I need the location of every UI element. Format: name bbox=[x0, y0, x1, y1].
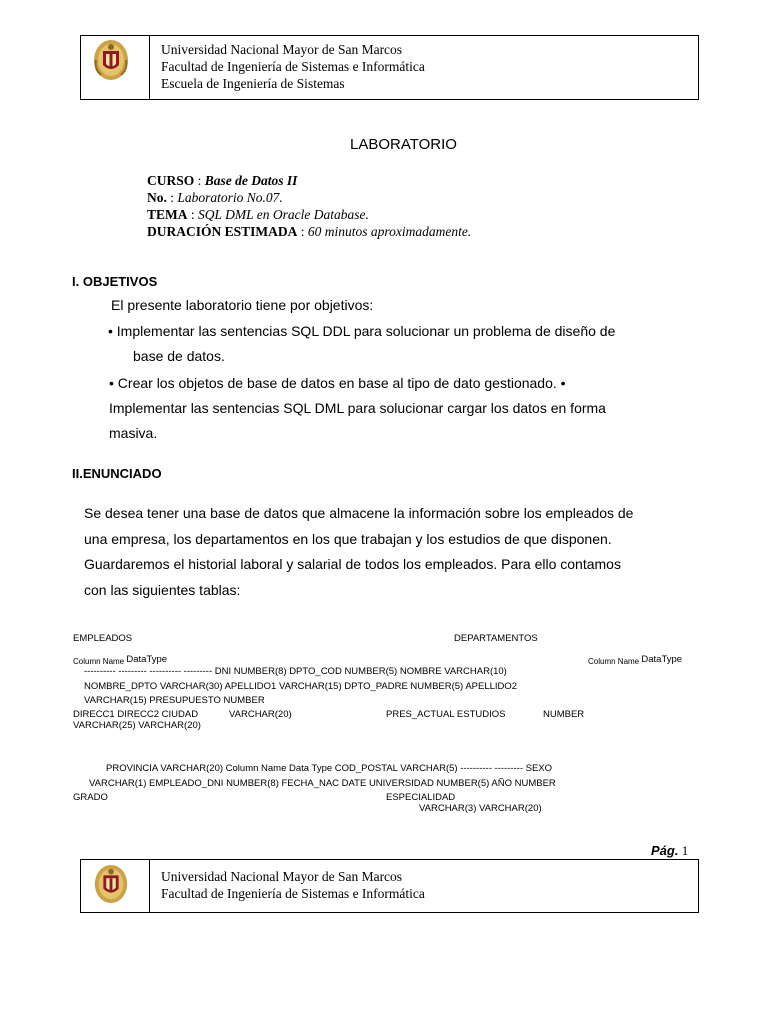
objetivo-2-line-3: masiva. bbox=[109, 425, 158, 441]
enunciado-line-1: Se desea tener una base de datos que almacene la información sobre los empleados de bbox=[84, 505, 634, 521]
departamentos-label: DEPARTAMENTOS bbox=[454, 633, 538, 644]
tema-line: TEMA : SQL DML en Oracle Database. bbox=[147, 207, 369, 222]
page-title: LABORATORIO bbox=[350, 136, 457, 153]
table-row-6: PROVINCIA VARCHAR(20) Column Name Data Type COD_POSTAL VARCHAR(5) ---------- --------- SEXO bbox=[106, 763, 553, 774]
no-value: Laboratorio No.07. bbox=[177, 190, 283, 205]
header-school: Escuela de Ingeniería de Sistemas bbox=[161, 76, 345, 91]
footer-faculty: Facultad de Ingeniería de Sistemas e Informática bbox=[161, 886, 425, 901]
table-row-4-b: VARCHAR(20) bbox=[229, 709, 292, 720]
objetivo-2-line-2: Implementar las sentencias SQL DML para solucionar cargar los datos en forma bbox=[109, 400, 606, 416]
footer-box bbox=[80, 859, 699, 913]
table-row-7: VARCHAR(1) EMPLEADO_DNI NUMBER(8) FECHA_NAC DATE UNIVERSIDAD NUMBER(5) AÑO NUMBER bbox=[89, 778, 556, 789]
table-row-8-a: GRADO bbox=[73, 792, 108, 803]
table-row-4-a: DIRECC1 DIRECC2 CIUDAD bbox=[73, 709, 199, 720]
course-meta bbox=[147, 172, 471, 240]
curso-line: CURSO : Base de Datos II bbox=[147, 173, 298, 188]
duracion-label: DURACIÓN ESTIMADA bbox=[147, 224, 298, 239]
page-value: 1 bbox=[681, 843, 689, 858]
footer-university: Universidad Nacional Mayor de San Marcos bbox=[161, 869, 403, 884]
datatype-left: DataType bbox=[126, 654, 168, 665]
table-row-2: NOMBRE_DPTO VARCHAR(30) APELLIDO1 VARCHAR(15) DPTO_PADRE NUMBER(5) APELLIDO2 bbox=[84, 681, 518, 692]
page-label: Pág. bbox=[651, 843, 679, 858]
footer-university-seal-icon bbox=[93, 864, 129, 904]
curso-label: CURSO bbox=[147, 173, 195, 188]
header-faculty: Facultad de Ingeniería de Sistemas e Informática bbox=[161, 59, 425, 74]
empleados-label: EMPLEADOS bbox=[73, 633, 133, 644]
header-university: Universidad Nacional Mayor de San Marcos bbox=[161, 42, 403, 57]
curso-value: Base de Datos II bbox=[204, 173, 298, 188]
table-row-1: ---------- --------- ---------- --------- DNI NUMBER(8) DPTO_COD NUMBER(5) NOMBRE VARCHAR(10) bbox=[84, 666, 507, 677]
header-box bbox=[80, 35, 699, 100]
enunciado-line-4: con las siguientes tablas: bbox=[84, 582, 241, 598]
colname-left: Column Name bbox=[73, 657, 125, 666]
no-line: No. : Laboratorio No.07. bbox=[147, 190, 283, 205]
objetivo-2-line-1: • Crear los objetos de base de datos en base al tipo de dato gestionado. • bbox=[109, 375, 566, 391]
duracion-value: 60 minutos aproximadamente. bbox=[307, 224, 472, 239]
colname-right: Column Name bbox=[588, 657, 640, 666]
column-header-left bbox=[73, 654, 167, 666]
enunciado-line-2: una empresa, los departamentos en los que trabajan y los estudios de que disponen. bbox=[84, 531, 612, 547]
table-row-9: VARCHAR(3) VARCHAR(20) bbox=[419, 803, 542, 814]
duracion-line: DURACIÓN ESTIMADA : 60 minutos aproximadamente. bbox=[147, 224, 472, 239]
tema-value: SQL DML en Oracle Database. bbox=[198, 207, 369, 222]
table-row-5: VARCHAR(25) VARCHAR(20) bbox=[73, 720, 201, 731]
table-row-3: VARCHAR(15) PRESUPUESTO NUMBER bbox=[84, 695, 265, 706]
objetivo-1-line-1: • Implementar las sentencias SQL DDL para solucionar un problema de diseño de bbox=[108, 323, 616, 339]
objetivo-1-line-2: base de datos. bbox=[133, 348, 225, 364]
table-row-8-b: ESPECIALIDAD bbox=[386, 792, 456, 803]
table-row-4-c: PRES_ACTUAL ESTUDIOS bbox=[386, 709, 506, 720]
objetivos-heading: I. OBJETIVOS bbox=[72, 274, 158, 289]
university-seal-icon bbox=[93, 39, 129, 81]
enunciado-heading: II.ENUNCIADO bbox=[72, 466, 162, 481]
datatype-right: DataType bbox=[641, 654, 683, 665]
footer-logo-cell bbox=[81, 860, 150, 912]
enunciado-line-3: Guardaremos el historial laboral y salarial de todos los empleados. Para ello contamos bbox=[84, 556, 621, 572]
logo-cell bbox=[81, 36, 150, 99]
tema-label: TEMA bbox=[147, 207, 188, 222]
header-text bbox=[161, 41, 425, 92]
footer-text bbox=[161, 868, 425, 902]
no-label: No. bbox=[147, 190, 167, 205]
table-row-4-d: NUMBER bbox=[543, 709, 585, 720]
column-header-right bbox=[588, 654, 682, 666]
objetivos-intro: El presente laboratorio tiene por objetivos: bbox=[111, 297, 374, 313]
page-number bbox=[651, 843, 688, 859]
